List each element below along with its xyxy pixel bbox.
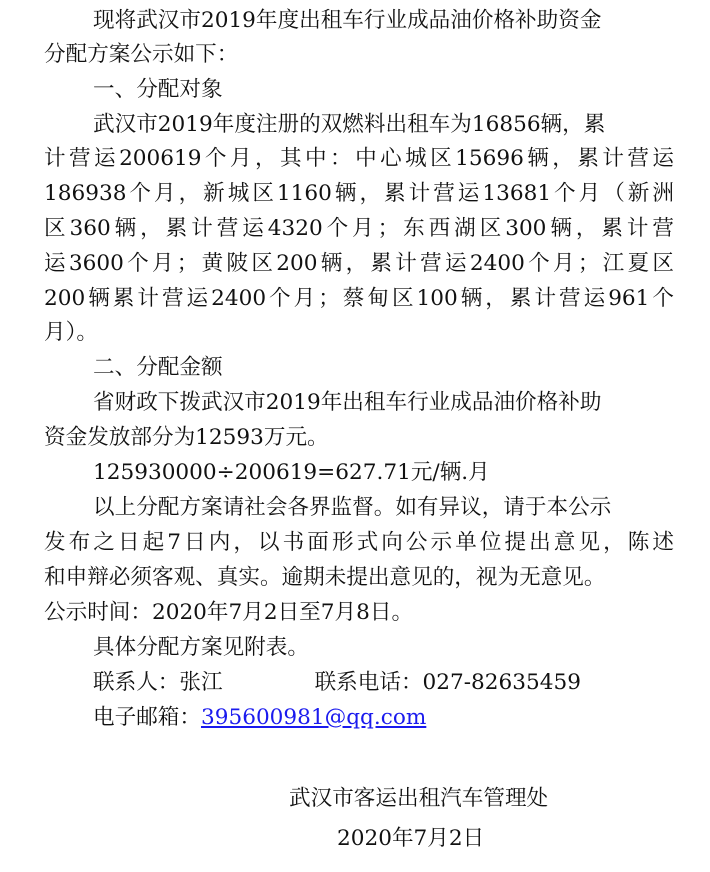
section-1-line-7: 月）。 [44, 320, 98, 345]
section-1-line-1: 武汉市2019年度注册的双燃料出租车为16856辆，累 [93, 112, 606, 137]
section-1-line-3: 186938个月，新城区1160辆，累计营运13681个月（新洲 [44, 181, 674, 206]
email-link[interactable]: 395600981@qq.com [200, 705, 427, 730]
section-1-line-6: 200辆累计营运2400个月；蔡甸区100辆，累计营运961个 [44, 286, 674, 311]
signature-organization: 武汉市客运出租汽车管理处 [289, 786, 549, 811]
notice-line-3: 和申辩必须客观、真实。逾期未提出意见的，视为无意见。 [44, 565, 606, 590]
intro-line-1: 现将武汉市2019年度出租车行业成品油价格补助资金 [93, 8, 602, 33]
section-2-line-2: 资金发放部分为12593万元。 [44, 425, 329, 450]
signature-date: 2020年7月2日 [337, 826, 485, 851]
notice-line-2: 发布之日起7日内，以书面形式向公示单位提出意见，陈述 [44, 530, 674, 555]
contact-person: 联系人：张江 [93, 670, 223, 695]
section-2-heading: 二、分配金额 [93, 355, 223, 380]
section-1-heading: 一、分配对象 [93, 77, 223, 102]
calculation-formula: 125930000÷200619=627.71元/辆.月 [93, 460, 490, 485]
attachment-note: 具体分配方案见附表。 [93, 635, 309, 660]
section-1-line-2: 计营运200619个月，其中：中心城区15696辆，累计营运 [44, 146, 674, 171]
intro-line-2: 分配方案公示如下： [44, 42, 239, 67]
notice-period: 公示时间：2020年7月2日至7月8日。 [44, 600, 414, 625]
section-1-line-4: 区360辆，累计营运4320个月；东西湖区300辆，累计营 [44, 216, 674, 241]
contact-row [93, 666, 581, 700]
notice-line-1: 以上分配方案请社会各界监督。如有异议，请于本公示 [93, 495, 612, 520]
email-label: 电子邮箱： [93, 705, 201, 730]
section-1-line-5: 运3600个月；黄陂区200辆，累计营运2400个月；江夏区 [44, 251, 674, 276]
section-2-line-1: 省财政下拨武汉市2019年出租车行业成品油价格补助 [93, 390, 602, 415]
email-row [93, 701, 426, 735]
contact-phone: 联系电话：027-82635459 [314, 670, 581, 695]
